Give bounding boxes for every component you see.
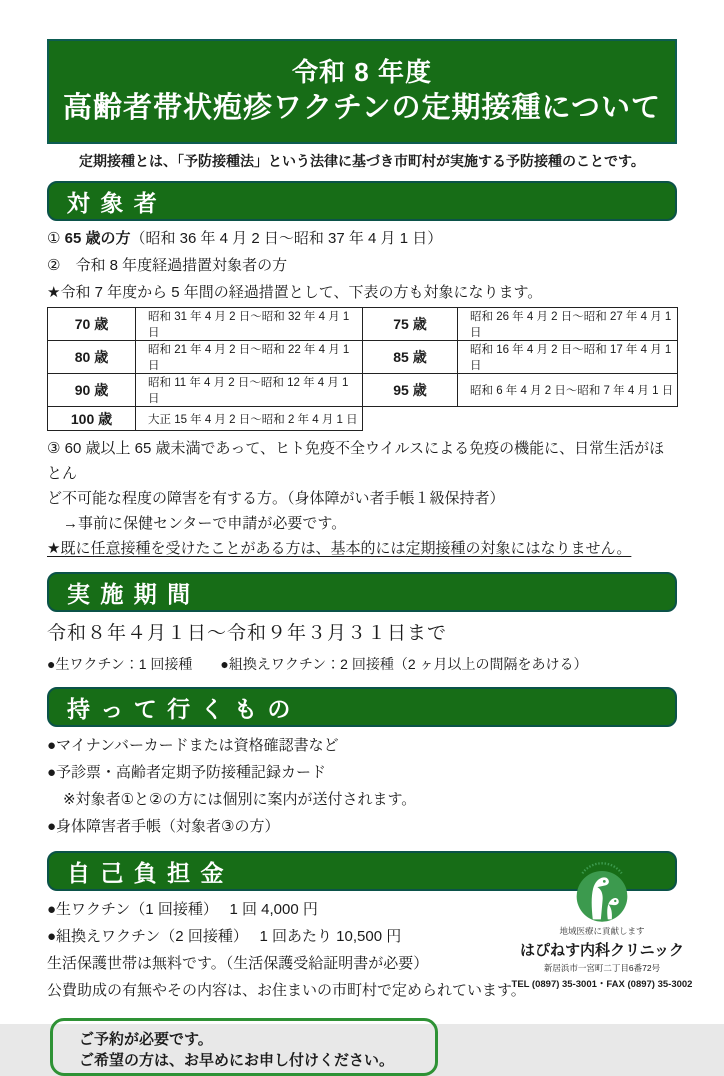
title-banner <box>47 39 677 144</box>
bring-items-list <box>47 733 677 840</box>
eligibility-item-1 <box>47 229 677 249</box>
item1-number: ① <box>47 230 65 248</box>
age-cell: 100 歳 <box>48 407 136 431</box>
list-item: ●組換えワクチン（2 回接種） 1 回あたり 10,500 円 <box>47 928 402 946</box>
table-row <box>48 341 678 374</box>
vaccine-dose-info: ●生ワクチン：1 回接種 ●組換えワクチン：2 回接種（2 ヶ月以上の間隔をあける） <box>47 656 588 673</box>
range-cell: 大正 15 年 4 月 2 日～昭和 2 年 4 月 1 日 <box>136 407 363 431</box>
item3-line1: ③ 60 歳以上 65 歳未満であって、ヒト免疫不全ウイルスによる免疫の機能に、日常生活がほとん <box>47 440 665 483</box>
reservation-notice-box <box>50 1018 438 1076</box>
clinic-address: 新居浜市一宮町二丁目6番72号 <box>543 963 661 973</box>
list-item: ●生ワクチン（1 回接種） 1 回 4,000 円 <box>47 901 318 919</box>
empty-cell <box>363 407 458 431</box>
section-header-eligibility <box>47 181 677 221</box>
list-item: ●身体障害者手帳（対象者③の方） <box>47 818 280 836</box>
table-row <box>48 308 678 341</box>
item3-line2: ど不可能な程度の障害を有する方。（身体障がい者手帳１級保持者） <box>47 490 505 508</box>
list-item-note: ※対象者①と②の方には個別に案内が送付されます。 <box>63 791 417 809</box>
eligibility-item-2: ② 令和 8 年度経過措置対象者の方 <box>47 257 288 275</box>
main-title: 高齢者帯状疱疹ワクチンの定期接種について <box>63 92 661 125</box>
list-item: ●マイナンバーカードまたは資格確認書など <box>47 737 339 755</box>
list-item: ●予診票・高齢者定期予防接種記録カード <box>47 764 327 782</box>
eligibility-item-3 <box>47 436 677 561</box>
item3-application-note: →事前に保健センターで申請が必要です。 <box>63 515 347 533</box>
range-cell: 昭和 16 年 4 月 2 日～昭和 17 年 4 月 1 日 <box>458 341 678 374</box>
clinic-name: はぴねす内科クリニック <box>519 942 685 959</box>
age-cell: 75 歳 <box>363 308 458 341</box>
clinic-tel-fax: TEL (0897) 35-3001・FAX (0897) 35-3002 <box>511 979 693 990</box>
age-cell: 80 歳 <box>48 341 136 374</box>
item1-date-range: （昭和 36 年 4 月 2 日～昭和 37 年 4 月 1 日） <box>130 230 443 248</box>
age-cell: 90 歳 <box>48 374 136 407</box>
section-header-period <box>47 572 677 612</box>
clinic-info-block <box>502 856 702 990</box>
section-header-bring-label: 持 っ て 行 く も の <box>67 695 293 722</box>
section-header-bring <box>47 687 677 727</box>
section-header-period-label: 実 施 期 間 <box>67 580 193 607</box>
reservation-line-2: ご希望の方は、お早めにお申し付けください。 <box>79 1052 395 1070</box>
clinic-geese-logo-icon <box>573 856 631 924</box>
section-header-cost-label: 自 己 負 担 金 <box>67 859 226 886</box>
age-cell: 85 歳 <box>363 341 458 374</box>
range-cell: 昭和 11 年 4 月 2 日～昭和 12 年 4 月 1 日 <box>136 374 363 407</box>
item1-bold-text: 65 歳の方 <box>64 230 131 248</box>
reservation-line-1: ご予約が必要です。 <box>79 1031 213 1049</box>
range-cell: 昭和 26 年 4 月 2 日～昭和 27 年 4 月 1 日 <box>458 308 678 341</box>
list-item: 公費助成の有無やその内容は、お住まいの市町村で定められています。 <box>47 982 526 1000</box>
eligibility-note-transition: ★令和 7 年度から 5 年間の経過措置として、下表の方も対象になります。 <box>47 284 543 302</box>
section-header-eligibility-label: 対 象 者 <box>67 189 159 216</box>
age-cell: 70 歳 <box>48 308 136 341</box>
table-row <box>48 407 678 431</box>
empty-cell <box>458 407 678 431</box>
age-cell: 95 歳 <box>363 374 458 407</box>
fiscal-year-title: 令和 8 年度 <box>292 57 432 88</box>
implementation-period: 令和８年４月１日～令和９年３月３１日まで <box>47 623 448 645</box>
age-eligibility-table <box>47 307 678 431</box>
list-item: 生活保護世帯は無料です。（生活保護受給証明書が必要） <box>47 955 429 973</box>
clinic-tagline: 地域医療に貢献します <box>559 926 645 936</box>
range-cell: 昭和 6 年 4 月 2 日～昭和 7 年 4 月 1 日 <box>458 374 678 407</box>
voluntary-vaccination-note: ★既に任意接種を受けたことがある方は、基本的には定期接種の対象にはなりません。 <box>47 540 632 558</box>
subtitle-text: 定期接種とは、「予防接種法」という法律に基づき市町村が実施する予防接種のことです。 <box>79 153 645 169</box>
table-row <box>48 374 678 407</box>
range-cell: 昭和 21 年 4 月 2 日～昭和 22 年 4 月 1 日 <box>136 341 363 374</box>
range-cell: 昭和 31 年 4 月 2 日～昭和 32 年 4 月 1 日 <box>136 308 363 341</box>
